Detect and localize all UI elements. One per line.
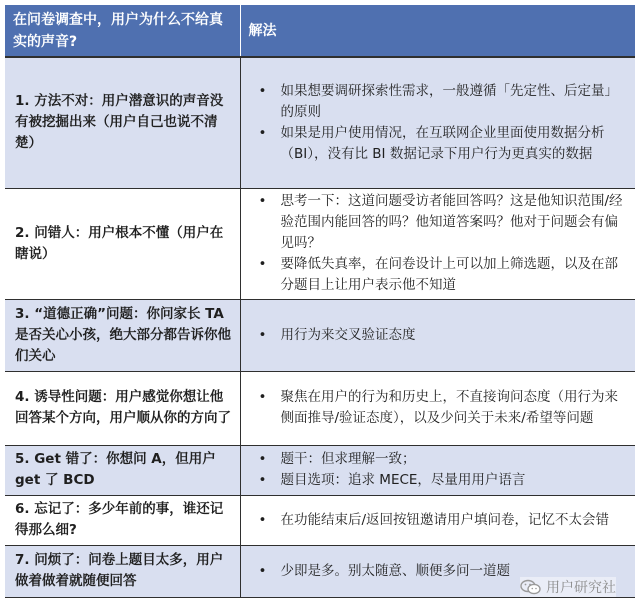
wechat-icon [520,579,542,595]
table-row [5,188,635,299]
solution-item: • 题目选项：追求 MECE，尽量用用户语言 [251,470,630,491]
solution-cell [240,57,635,188]
solution-item: • 聚焦在用户的行为和历史上，不直接询问态度（用行为来侧面推导/验证态度），以及少问关于未来/希望等问题 [251,387,630,429]
table-row [5,445,635,495]
problem-cell: 3. “道德正确”问题：你问家长 TA 是否关心小孩，绝大部分都告诉你他们关心 [5,299,240,371]
table-row [5,371,635,445]
watermark-text: 用户研究社 [546,580,616,596]
solution-cell [240,188,635,299]
table-header [5,5,635,57]
solution-cell [240,299,635,371]
problem-cell: 4. 诱导性问题：用户感觉你想让他回答某个方向，用户顺从你的方向了 [5,371,240,445]
solution-item: • 思考一下：这道问题受访者能回答吗？这是他知识范围/经验范围内能回答的吗？他知道答案吗？他对于问题会有偏见吗？ [251,191,630,254]
problem-cell: 7. 问烦了：问卷上题目太多，用户做着做着就随便回答 [5,545,240,597]
solution-item: • 如果是用户使用情况，在互联网企业里面使用数据分析（BI），没有比 BI 数据记录下用户行为更真实的数据 [251,123,630,165]
solution-cell [240,445,635,495]
header-solution: 解法 [240,5,635,57]
solution-item: • 在功能结束后/返回按钮邀请用户填问卷，记忆不太会错 [251,510,630,531]
solution-item: • 用行为来交叉验证态度 [251,325,630,346]
table-row [5,57,635,188]
solution-item: • 题干：但求理解一致； [251,449,630,470]
table-row [5,495,635,545]
problem-cell: 6. 忘记了：多少年前的事，谁还记得那么细? [5,495,240,545]
solution-cell [240,371,635,445]
solution-item: • 要降低失真率，在问卷设计上可以加上筛选题，以及在部分题目上让用户表示他不知道 [251,254,630,296]
solution-cell [240,495,635,545]
watermark [520,577,616,597]
survey-table [5,5,635,598]
table-row [5,299,635,371]
solution-item: • 少即是多。别太随意、顺便多问一道题 [251,561,630,582]
problem-cell: 1. 方法不对：用户潜意识的声音没有被挖掘出来（用户自己也说不清楚） [5,57,240,188]
problem-cell: 2. 问错人：用户根本不懂（用户在瞎说） [5,188,240,299]
problem-cell: 5. Get 错了：你想问 A，但用户 get 了 BCD [5,445,240,495]
header-problem: 在问卷调查中，用户为什么不给真实的声音? [5,5,240,57]
solution-item: • 如果想要调研探索性需求，一般遵循「先定性、后定量」的原则 [251,81,630,123]
